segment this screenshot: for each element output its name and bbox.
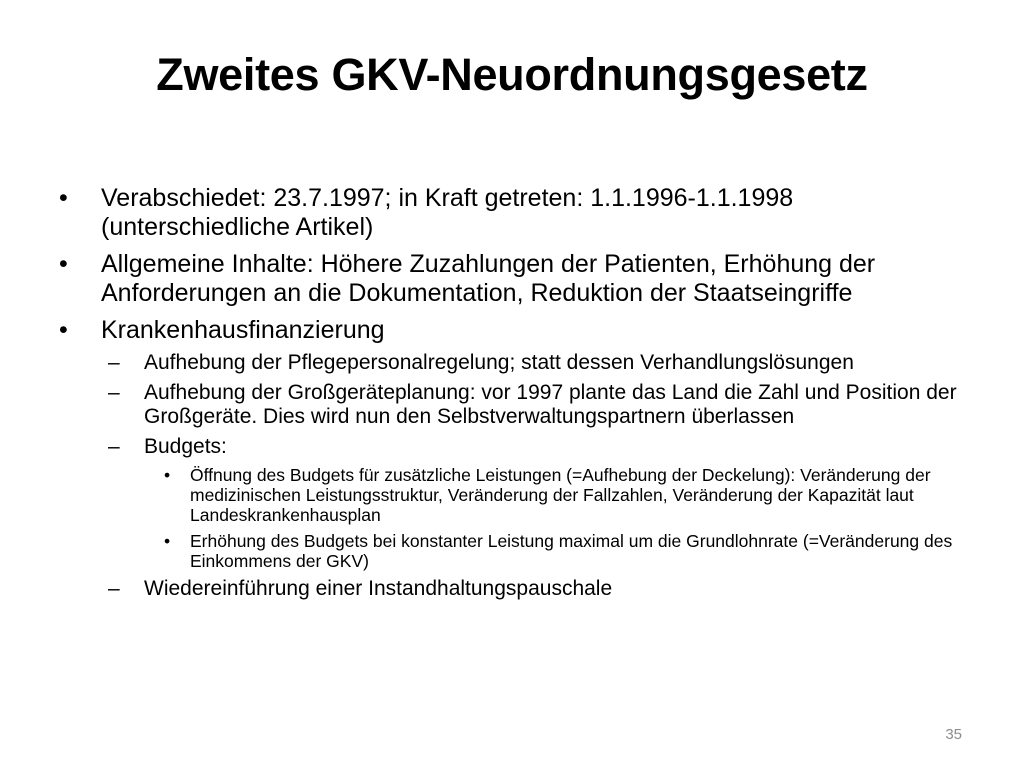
sub-bullet-text: Wiedereinführung einer Instandhaltungspauschale — [144, 577, 613, 600]
sub-bullet-item — [108, 351, 976, 375]
bullet-marker: • — [164, 531, 171, 551]
sub-sub-bullet-text: Öffnung des Budgets für zusätzliche Leistungen (=Aufhebung der Deckelung): Veränderung der medizinischen Leistungsstruktur, Veränderung der Fallzahlen, Veränderung der Kapazität laut Landeskrankenhausplan — [190, 465, 931, 525]
sub-bullet-text: Aufhebung der Großgeräteplanung: vor 1997 plante das Land die Zahl und Position der Großgeräte. Dies wird nun den Selbstverwaltungspartnern überlassen — [144, 381, 957, 428]
dash-marker: – — [108, 351, 120, 374]
sub-bullet-item — [108, 381, 976, 429]
bullet-text: Krankenhausfinanzierung — [101, 316, 385, 344]
bullet-marker: • — [59, 250, 68, 278]
sub-bullet-item — [108, 577, 976, 601]
bullet-text: Allgemeine Inhalte: Höhere Zuzahlungen der Patienten, Erhöhung der Anforderungen an die Dokumentation, Reduktion der Staatseingriffe — [101, 250, 876, 307]
bullet-marker: • — [59, 184, 68, 212]
dash-marker: – — [108, 577, 120, 600]
sub-bullet-text: Budgets: — [144, 435, 227, 458]
dash-marker: – — [108, 435, 120, 458]
slide-title: Zweites GKV-Neuordnungsgesetz — [156, 49, 868, 100]
bullet-item — [56, 250, 976, 308]
bullet-item — [56, 184, 976, 242]
sub-bullet-item — [108, 435, 976, 459]
dash-marker: – — [108, 381, 120, 404]
sub-bullet-text: Aufhebung der Pflegepersonalregelung; statt dessen Verhandlungslösungen — [144, 351, 854, 374]
sub-sub-bullet-item — [162, 465, 976, 525]
sub-sub-bullet-item — [162, 531, 976, 571]
slide-content — [56, 184, 976, 607]
bullet-marker: • — [164, 465, 171, 485]
bullet-item — [56, 316, 976, 345]
bullet-marker: • — [59, 316, 68, 344]
page-number: 35 — [945, 726, 962, 743]
sub-sub-bullet-text: Erhöhung des Budgets bei konstanter Leistung maximal um die Grundlohnrate (=Veränderung des Einkommens der GKV) — [190, 531, 953, 571]
bullet-text: Verabschiedet: 23.7.1997; in Kraft getreten: 1.1.1996-1.1.1998 (unterschiedliche Artikel) — [101, 184, 794, 241]
